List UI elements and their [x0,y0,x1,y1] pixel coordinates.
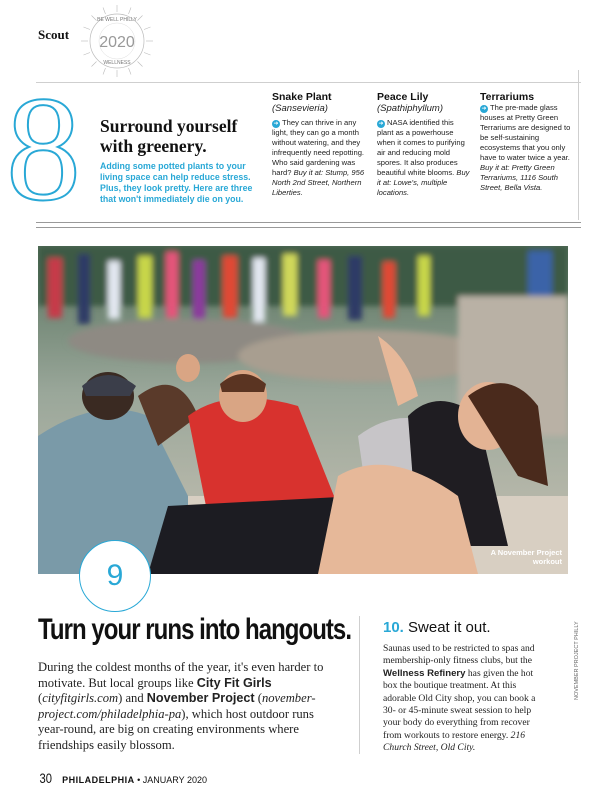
plant-peace-lily [377,91,472,198]
plant-snake-plant [272,91,368,198]
badge-top-text: BE WELL PHILLY [97,17,137,23]
item10-body: Saunas used to be restricted to spas and membership-only fitness clubs, but the Wellness Refinery has given the hot box the boutique treatment. At this adorable Old City shop, you can book a 30- or 45-minute sweat session to help your body do everything from recover from workouts to restore energy. 216 Church Street, Old City. [383,643,536,754]
be-well-philly-badge [78,2,156,80]
section-divider [36,222,581,228]
plant-terrariums [480,91,578,193]
plant-name: Snake Plant [272,91,332,103]
badge-year: 2020 [99,34,135,51]
plant-buy-info: Buy it at: Lowe's, multiple locations. [377,168,470,197]
item8-title: Surround yourself with greenery. [100,116,238,156]
footer-separator: • [137,775,141,785]
badge-bottom-text: WELLNESS [103,60,131,66]
arrow-right-icon: ➜ [273,121,279,127]
november-project-link: November Project [146,691,255,706]
arrow-right-icon: ➜ [378,121,384,127]
city-fit-girls-url: cityfitgirls.com [42,691,119,706]
right-rule [578,70,579,220]
section-label: Scout [38,27,70,42]
photo-credit: NOVEMBER PROJECT PHILLY [574,621,580,700]
top-rule [36,82,581,83]
workout-photo-illustration [38,246,568,574]
plant-buy-info: Buy it at: Pretty Green Terrariums, 1116 South Street, Bella Vista. [480,163,558,192]
item9-title: Turn your runs into hangouts. [38,613,352,646]
november-project-url: november-project.com/philadelphia-pa [38,691,316,721]
plant-name: Peace Lily [377,91,429,103]
city-fit-girls-link: City Fit Girls [196,675,272,690]
wellness-refinery-address: 216 Church Street, Old City. [383,729,526,754]
page-number: 30 [39,770,53,786]
photo-caption: A November Project workout [490,548,562,566]
issue-date: JANUARY 2020 [142,775,208,785]
plant-description: The pre-made glass houses at Pretty Green Terrariums are designed to be self-sustaining ecosystems that you only have to water twice a year. [480,103,571,162]
plant-description: They can thrive in any light, they can go a month without watering, and they infrequently need repotting. Who said gardening was hard? [272,118,365,177]
item8-dek: Adding some potted plants to your living space can help reduce stress. Plus, they look pretty. Here are three that won't immediately die on you. [100,161,253,204]
column-divider [359,616,360,754]
page-footer [38,770,207,786]
plant-buy-info: Buy it at: Stump, 956 North 2nd Street, Northern Liberties. [272,168,365,197]
badge-sunburst-icon [78,2,156,80]
magazine-name: PHILADELPHIA [62,775,135,785]
item8-number: 8 [6,66,81,232]
plant-name: Terrariums [480,91,535,103]
item9-number-badge: 9 [79,540,151,612]
plant-scientific-name: (Spathiphyllum) [377,103,443,114]
item9-body: During the coldest months of the year, it's even harder to motivate. But local groups like City Fit Girls (cityfitgirls.com) and November Project (november-project.com/philadelphia-pa), which host outdoor runs year-round, are big on creating environments where friendships easily blossom. [38,660,324,752]
item10-title: 10. Sweat it out. [383,619,491,636]
workout-photo [38,246,568,574]
plant-description: NASA identified this plant as a powerhouse when it comes to purifying air and reducing mold spores. It also produces beautiful white blooms. [377,118,465,177]
plant-scientific-name: (Sansevieria) [272,103,328,114]
wellness-refinery-name: Wellness Refinery [383,667,466,679]
arrow-right-icon: ➜ [481,106,487,112]
